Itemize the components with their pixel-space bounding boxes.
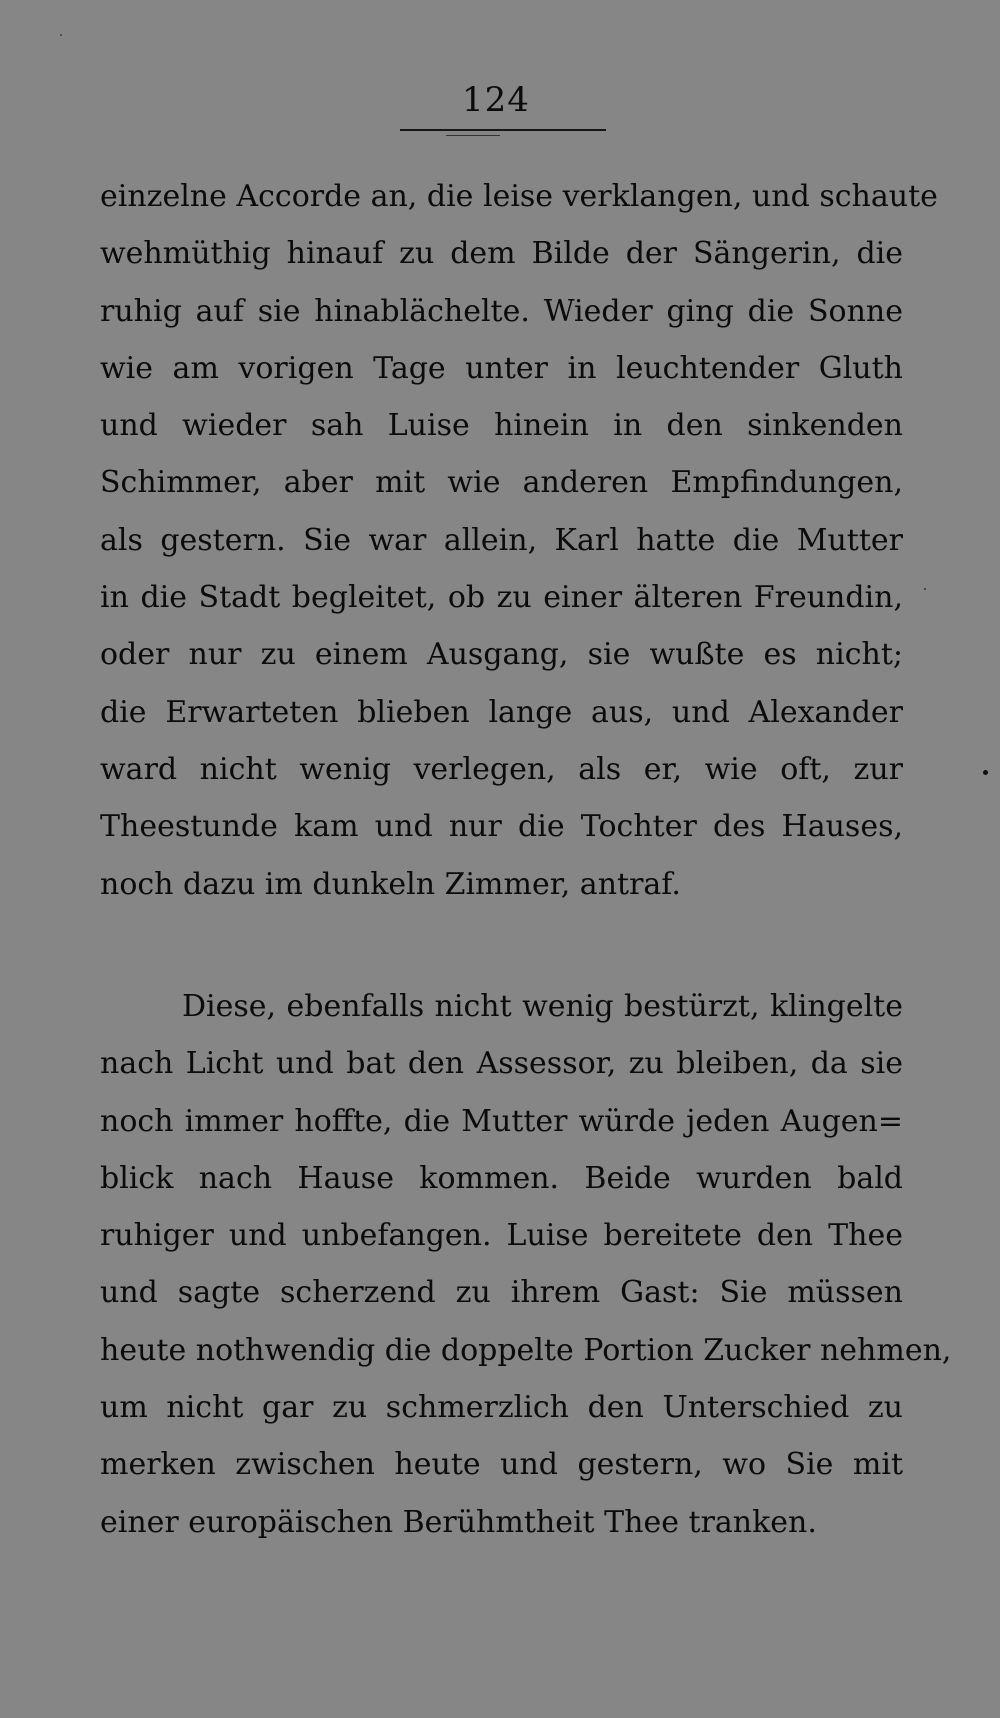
- text-line: wie am vorigen Tage unter in leuchtender Gluth: [100, 350, 903, 386]
- text-line: Schimmer, aber mit wie anderen Empfindungen,: [100, 465, 903, 501]
- text-line: nach Licht und bat den Assessor, zu bleiben, da sie: [100, 1046, 903, 1082]
- text-line: blick nach Hause kommen. Beide wurden bald: [100, 1160, 903, 1196]
- text-line: als gestern. Sie war allein, Karl hatte die Mutter: [100, 522, 903, 558]
- paragraph-1: [100, 168, 938, 913]
- header-rule-shadow: [446, 135, 500, 136]
- text-line: einer europäischen Berühmtheit Thee tranken.: [100, 1504, 817, 1540]
- text-line: noch immer hoffte, die Mutter würde jeden Augen=: [100, 1103, 903, 1139]
- text-line: Theestunde kam und nur die Tochter des Hauses,: [100, 809, 903, 845]
- page-number: 124: [462, 80, 530, 120]
- text-line: heute nothwendig die doppelte Portion Zucker nehmen,: [100, 1332, 952, 1368]
- text-line: ruhig auf sie hinablächelte. Wieder ging die Sonne: [100, 293, 903, 329]
- text-line: ward nicht wenig verlegen, als er, wie oft, zur: [100, 751, 903, 787]
- text-line: noch dazu im dunkeln Zimmer, antraf.: [100, 866, 681, 902]
- text-line: und wieder sah Luise hinein in den sinkenden: [100, 408, 903, 444]
- text-line: um nicht gar zu schmerzlich den Unterschied zu: [100, 1390, 903, 1426]
- text-line: einzelne Accorde an, die leise verklangen, und schaute: [100, 179, 938, 214]
- text-line: Diese, ebenfalls nicht wenig bestürzt, klingelte: [182, 989, 903, 1024]
- header-rule: [400, 129, 606, 131]
- text-line: ruhiger und unbefangen. Luise bereitete den Thee: [100, 1218, 903, 1254]
- ink-speck: [983, 770, 988, 775]
- paragraph-2: [100, 978, 952, 1551]
- text-line: die Erwarteten blieben lange aus, und Alexander: [100, 694, 903, 730]
- ink-speck: [924, 588, 926, 590]
- text-line: merken zwischen heute und gestern, wo Sie mit: [100, 1447, 903, 1483]
- text-line: oder nur zu einem Ausgang, sie wußte es nicht;: [100, 637, 903, 673]
- text-line: in die Stadt begleitet, ob zu einer älteren Freundin,: [100, 580, 903, 616]
- text-line: wehmüthig hinauf zu dem Bilde der Sängerin, die: [100, 236, 903, 272]
- ink-speck: [60, 34, 62, 36]
- text-line: und sagte scherzend zu ihrem Gast: Sie müssen: [100, 1275, 903, 1311]
